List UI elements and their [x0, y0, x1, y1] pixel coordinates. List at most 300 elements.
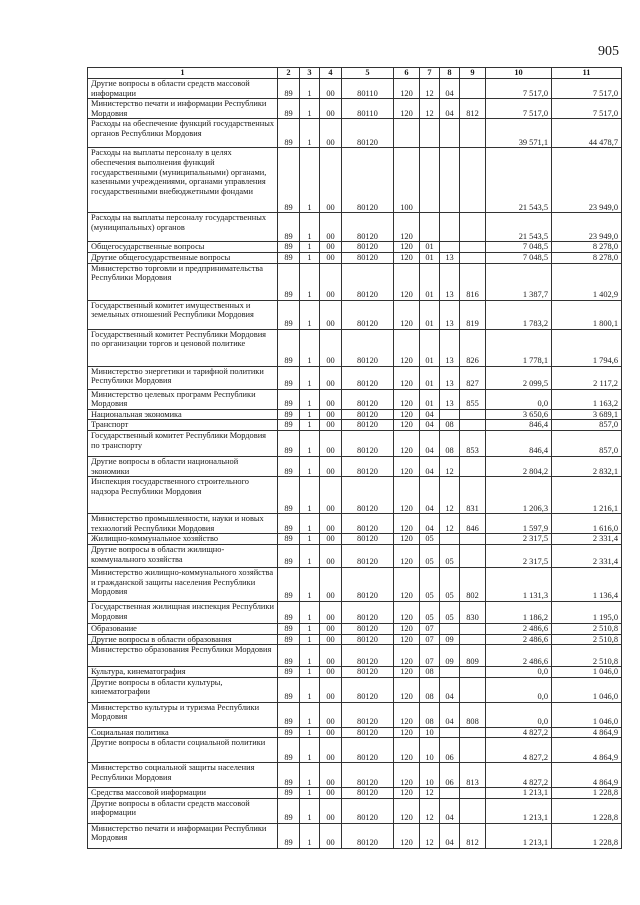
- cell-col-6: 120: [394, 601, 420, 623]
- cell-col-5: 80120: [342, 366, 394, 389]
- cell-col-3: 1: [300, 252, 320, 263]
- table-row: [88, 738, 622, 763]
- cell-col-8: [440, 667, 460, 678]
- cell-name: Другие вопросы в области культуры, кинематографии: [88, 677, 278, 702]
- cell-col-6: 120: [394, 544, 420, 567]
- cell-name: Общегосударственные вопросы: [88, 242, 278, 253]
- table-row: [88, 79, 622, 99]
- cell-col-6: 120: [394, 99, 420, 119]
- cell-col-9: 831: [460, 477, 486, 514]
- cell-col-7: 04: [420, 420, 440, 431]
- cell-col-3: 1: [300, 430, 320, 456]
- cell-name: Расходы на обеспечение функций государственных органов Республики Мордовия: [88, 119, 278, 148]
- cell-amount-2014: 21 543,5: [486, 213, 552, 242]
- cell-name: Средства массовой информации: [88, 788, 278, 799]
- header-row: [88, 68, 622, 79]
- table-row: [88, 99, 622, 119]
- table-row: [88, 763, 622, 788]
- cell-col-6: 120: [394, 634, 420, 645]
- table-row: [88, 119, 622, 148]
- cell-col-9: [460, 677, 486, 702]
- cell-amount-2015: 8 278,0: [552, 242, 622, 253]
- cell-col-7: 08: [420, 702, 440, 727]
- header-col-9: 9: [460, 68, 486, 79]
- cell-col-6: 120: [394, 389, 420, 409]
- cell-col-3: 1: [300, 534, 320, 545]
- cell-col-3: 1: [300, 366, 320, 389]
- cell-amount-2014: 1 131,3: [486, 567, 552, 601]
- cell-col-8: [440, 409, 460, 420]
- cell-col-7: 01: [420, 263, 440, 300]
- cell-col-4: 00: [320, 702, 342, 727]
- table-row: [88, 667, 622, 678]
- cell-col-9: 853: [460, 430, 486, 456]
- cell-col-5: 80120: [342, 738, 394, 763]
- cell-col-6: 120: [394, 623, 420, 634]
- cell-col-9: [460, 420, 486, 431]
- cell-col-2: 89: [278, 252, 300, 263]
- cell-col-8: 12: [440, 456, 460, 476]
- cell-col-2: 89: [278, 544, 300, 567]
- cell-col-6: 120: [394, 213, 420, 242]
- cell-col-3: 1: [300, 79, 320, 99]
- cell-col-7: 01: [420, 389, 440, 409]
- cell-col-2: 89: [278, 456, 300, 476]
- cell-amount-2014: 4 827,2: [486, 763, 552, 788]
- cell-col-2: 89: [278, 788, 300, 799]
- cell-col-6: 120: [394, 456, 420, 476]
- cell-col-4: 00: [320, 738, 342, 763]
- cell-col-9: [460, 623, 486, 634]
- cell-col-6: 120: [394, 667, 420, 678]
- cell-col-5: 80120: [342, 389, 394, 409]
- cell-col-7: 05: [420, 544, 440, 567]
- cell-col-9: [460, 634, 486, 645]
- header-col-10: 10: [486, 68, 552, 79]
- cell-col-2: 89: [278, 534, 300, 545]
- cell-col-3: 1: [300, 823, 320, 848]
- table-row: [88, 544, 622, 567]
- cell-col-6: 120: [394, 514, 420, 534]
- table-row: [88, 420, 622, 431]
- cell-col-5: 80120: [342, 119, 394, 148]
- cell-col-5: 80120: [342, 702, 394, 727]
- cell-col-2: 89: [278, 823, 300, 848]
- cell-col-4: 00: [320, 300, 342, 329]
- cell-col-7: 05: [420, 567, 440, 601]
- cell-amount-2015: 1 163,2: [552, 389, 622, 409]
- cell-col-5: 80120: [342, 645, 394, 667]
- cell-amount-2015: 857,0: [552, 430, 622, 456]
- table-row: [88, 329, 622, 366]
- cell-amount-2015: 1 794,6: [552, 329, 622, 366]
- cell-col-9: 830: [460, 601, 486, 623]
- cell-col-2: 89: [278, 798, 300, 823]
- table-row: [88, 798, 622, 823]
- cell-col-6: 120: [394, 252, 420, 263]
- cell-col-3: 1: [300, 263, 320, 300]
- cell-col-9: 808: [460, 702, 486, 727]
- cell-col-3: 1: [300, 409, 320, 420]
- cell-col-7: 01: [420, 300, 440, 329]
- cell-name: Расходы на выплаты персоналу в целях обеспечения выполнения функций государственными (муниципальными) органами, казенными учреждениями, органами управления государственными внебюджетными фондами: [88, 148, 278, 213]
- cell-col-7: 01: [420, 366, 440, 389]
- cell-amount-2014: 2 317,5: [486, 534, 552, 545]
- cell-col-7: 12: [420, 788, 440, 799]
- cell-col-3: 1: [300, 738, 320, 763]
- table-row: [88, 534, 622, 545]
- cell-col-4: 00: [320, 430, 342, 456]
- cell-name: Другие вопросы в области образования: [88, 634, 278, 645]
- cell-amount-2014: 21 543,5: [486, 148, 552, 213]
- cell-col-8: [440, 242, 460, 253]
- cell-name: Министерство культуры и туризма Республики Мордовия: [88, 702, 278, 727]
- cell-col-9: 813: [460, 763, 486, 788]
- cell-col-9: [460, 252, 486, 263]
- cell-col-6: 120: [394, 677, 420, 702]
- cell-col-9: [460, 534, 486, 545]
- cell-name: Министерство целевых программ Республики Мордовия: [88, 389, 278, 409]
- cell-col-8: 13: [440, 366, 460, 389]
- cell-col-5: 80120: [342, 788, 394, 799]
- budget-table: [87, 67, 622, 849]
- cell-amount-2014: 7 048,5: [486, 252, 552, 263]
- cell-col-5: 80120: [342, 567, 394, 601]
- cell-name: Министерство печати и информации Республики Мордовия: [88, 99, 278, 119]
- cell-col-5: 80120: [342, 456, 394, 476]
- cell-col-8: [440, 213, 460, 242]
- cell-col-7: 12: [420, 823, 440, 848]
- cell-col-3: 1: [300, 763, 320, 788]
- cell-col-5: 80120: [342, 148, 394, 213]
- cell-col-6: 120: [394, 79, 420, 99]
- cell-amount-2014: 1 213,1: [486, 823, 552, 848]
- cell-col-5: 80120: [342, 534, 394, 545]
- cell-name: Другие вопросы в области средств массовой информации: [88, 79, 278, 99]
- cell-col-4: 00: [320, 823, 342, 848]
- table-row: [88, 242, 622, 253]
- cell-amount-2015: 1 616,0: [552, 514, 622, 534]
- cell-col-5: 80120: [342, 634, 394, 645]
- cell-col-9: [460, 544, 486, 567]
- cell-col-9: 809: [460, 645, 486, 667]
- cell-col-9: [460, 738, 486, 763]
- cell-col-3: 1: [300, 514, 320, 534]
- table-header: [88, 68, 622, 79]
- cell-col-9: 816: [460, 263, 486, 300]
- cell-col-2: 89: [278, 242, 300, 253]
- cell-amount-2014: 0,0: [486, 667, 552, 678]
- table-row: [88, 567, 622, 601]
- cell-name: Министерство энергетики и тарифной политики Республики Мордовия: [88, 366, 278, 389]
- table-row: [88, 252, 622, 263]
- cell-col-3: 1: [300, 99, 320, 119]
- cell-col-6: 120: [394, 409, 420, 420]
- cell-amount-2014: 1 597,9: [486, 514, 552, 534]
- cell-col-7: 04: [420, 477, 440, 514]
- cell-col-9: [460, 798, 486, 823]
- header-col-2: 2: [278, 68, 300, 79]
- cell-col-9: [460, 727, 486, 738]
- table-row: [88, 456, 622, 476]
- cell-col-5: 80120: [342, 420, 394, 431]
- cell-col-4: 00: [320, 788, 342, 799]
- cell-name: Государственная жилищная инспекция Республики Мордовия: [88, 601, 278, 623]
- cell-col-3: 1: [300, 242, 320, 253]
- cell-col-6: [394, 119, 420, 148]
- cell-name: Государственный комитет Республики Мордовия по транспорту: [88, 430, 278, 456]
- cell-col-9: 812: [460, 823, 486, 848]
- cell-amount-2015: 8 278,0: [552, 252, 622, 263]
- cell-name: Государственный комитет имущественных и земельных отношений Республики Мордовия: [88, 300, 278, 329]
- cell-name: Национальная экономика: [88, 409, 278, 420]
- cell-col-7: 04: [420, 456, 440, 476]
- table-row: [88, 300, 622, 329]
- cell-col-2: 89: [278, 477, 300, 514]
- cell-name: Другие общегосударственные вопросы: [88, 252, 278, 263]
- cell-col-4: 00: [320, 544, 342, 567]
- cell-col-5: 80120: [342, 798, 394, 823]
- cell-col-2: 89: [278, 763, 300, 788]
- cell-col-6: 120: [394, 477, 420, 514]
- cell-col-2: 89: [278, 79, 300, 99]
- cell-col-4: 00: [320, 514, 342, 534]
- table-row: [88, 514, 622, 534]
- cell-amount-2015: 3 689,1: [552, 409, 622, 420]
- table-row: [88, 148, 622, 213]
- cell-col-2: 89: [278, 329, 300, 366]
- cell-col-2: 89: [278, 702, 300, 727]
- table-row: [88, 634, 622, 645]
- cell-col-2: 89: [278, 389, 300, 409]
- cell-col-5: 80120: [342, 601, 394, 623]
- cell-amount-2015: 1 046,0: [552, 677, 622, 702]
- cell-col-4: 00: [320, 263, 342, 300]
- cell-col-5: 80120: [342, 300, 394, 329]
- cell-col-4: 00: [320, 634, 342, 645]
- cell-col-4: 00: [320, 798, 342, 823]
- cell-col-9: [460, 456, 486, 476]
- cell-col-3: 1: [300, 788, 320, 799]
- cell-amount-2014: 4 827,2: [486, 727, 552, 738]
- cell-col-3: 1: [300, 702, 320, 727]
- cell-col-4: 00: [320, 366, 342, 389]
- cell-name: Министерство печати и информации Республики Мордовия: [88, 823, 278, 848]
- cell-col-8: 12: [440, 514, 460, 534]
- cell-amount-2014: 3 650,6: [486, 409, 552, 420]
- cell-col-3: 1: [300, 389, 320, 409]
- cell-col-2: 89: [278, 623, 300, 634]
- cell-col-8: 05: [440, 544, 460, 567]
- cell-col-4: 00: [320, 645, 342, 667]
- cell-col-4: 00: [320, 409, 342, 420]
- cell-amount-2014: 846,4: [486, 430, 552, 456]
- header-col-1: 1: [88, 68, 278, 79]
- table-row: [88, 430, 622, 456]
- cell-col-7: [420, 148, 440, 213]
- cell-col-6: 120: [394, 798, 420, 823]
- cell-col-7: 08: [420, 677, 440, 702]
- cell-amount-2015: 23 949,0: [552, 213, 622, 242]
- cell-name: Образование: [88, 623, 278, 634]
- cell-col-8: 04: [440, 79, 460, 99]
- cell-col-8: 04: [440, 677, 460, 702]
- cell-amount-2014: 846,4: [486, 420, 552, 431]
- cell-col-2: 89: [278, 263, 300, 300]
- cell-col-8: 08: [440, 420, 460, 431]
- cell-col-8: 13: [440, 300, 460, 329]
- cell-col-7: 12: [420, 99, 440, 119]
- cell-col-9: 819: [460, 300, 486, 329]
- cell-col-9: 802: [460, 567, 486, 601]
- table-row: [88, 409, 622, 420]
- cell-col-3: 1: [300, 601, 320, 623]
- cell-amount-2015: 7 517,0: [552, 79, 622, 99]
- cell-col-4: 00: [320, 389, 342, 409]
- cell-amount-2014: 1 213,1: [486, 788, 552, 799]
- header-col-4: 4: [320, 68, 342, 79]
- cell-amount-2015: 4 864,9: [552, 738, 622, 763]
- cell-col-4: 00: [320, 79, 342, 99]
- cell-col-5: 80120: [342, 409, 394, 420]
- cell-col-3: 1: [300, 300, 320, 329]
- cell-col-9: [460, 667, 486, 678]
- cell-col-6: 120: [394, 534, 420, 545]
- cell-col-7: 07: [420, 634, 440, 645]
- cell-col-5: 80120: [342, 329, 394, 366]
- cell-col-6: 120: [394, 702, 420, 727]
- cell-col-3: 1: [300, 420, 320, 431]
- cell-col-2: 89: [278, 99, 300, 119]
- table-row: [88, 263, 622, 300]
- cell-col-8: 04: [440, 99, 460, 119]
- cell-col-7: 05: [420, 534, 440, 545]
- cell-col-5: 80120: [342, 763, 394, 788]
- cell-name: Культура, кинематография: [88, 667, 278, 678]
- cell-col-4: 00: [320, 567, 342, 601]
- cell-col-7: 10: [420, 738, 440, 763]
- cell-name: Расходы на выплаты персоналу государственных (муниципальных) органов: [88, 213, 278, 242]
- cell-col-6: 120: [394, 823, 420, 848]
- cell-col-8: 05: [440, 567, 460, 601]
- cell-col-4: 00: [320, 420, 342, 431]
- cell-amount-2014: 1 778,1: [486, 329, 552, 366]
- table-row: [88, 677, 622, 702]
- cell-col-4: 00: [320, 623, 342, 634]
- cell-col-8: 05: [440, 601, 460, 623]
- cell-amount-2014: 2 804,2: [486, 456, 552, 476]
- cell-amount-2014: 2 486,6: [486, 645, 552, 667]
- cell-col-4: 00: [320, 329, 342, 366]
- cell-col-6: 120: [394, 366, 420, 389]
- cell-col-4: 00: [320, 148, 342, 213]
- cell-col-7: 04: [420, 430, 440, 456]
- cell-col-2: 89: [278, 409, 300, 420]
- cell-col-4: 00: [320, 242, 342, 253]
- cell-col-2: 89: [278, 727, 300, 738]
- cell-col-5: 80120: [342, 477, 394, 514]
- header-col-8: 8: [440, 68, 460, 79]
- cell-name: Министерство торговли и предпринимательства Республики Мордовия: [88, 263, 278, 300]
- cell-col-9: 855: [460, 389, 486, 409]
- cell-col-9: [460, 148, 486, 213]
- cell-col-6: 120: [394, 242, 420, 253]
- header-col-3: 3: [300, 68, 320, 79]
- cell-name: Другие вопросы в области социальной политики: [88, 738, 278, 763]
- cell-col-3: 1: [300, 119, 320, 148]
- table-row: [88, 601, 622, 623]
- header-col-7: 7: [420, 68, 440, 79]
- cell-col-8: [440, 623, 460, 634]
- cell-col-5: 80120: [342, 727, 394, 738]
- cell-col-2: 89: [278, 567, 300, 601]
- cell-col-2: 89: [278, 366, 300, 389]
- cell-name: Другие вопросы в области жилищно-коммунального хозяйства: [88, 544, 278, 567]
- cell-amount-2015: 2 510,8: [552, 645, 622, 667]
- cell-col-2: 89: [278, 634, 300, 645]
- cell-col-5: 80120: [342, 252, 394, 263]
- cell-col-2: 89: [278, 300, 300, 329]
- cell-col-2: 89: [278, 213, 300, 242]
- cell-name: Социальная политика: [88, 727, 278, 738]
- cell-col-5: 80120: [342, 667, 394, 678]
- cell-col-8: [440, 788, 460, 799]
- cell-col-8: 04: [440, 702, 460, 727]
- cell-amount-2015: 2 832,1: [552, 456, 622, 476]
- table-row: [88, 702, 622, 727]
- cell-col-6: 120: [394, 329, 420, 366]
- cell-col-8: [440, 148, 460, 213]
- cell-amount-2014: 39 571,1: [486, 119, 552, 148]
- cell-amount-2014: 2 486,6: [486, 634, 552, 645]
- cell-col-4: 00: [320, 477, 342, 514]
- cell-col-8: 04: [440, 823, 460, 848]
- table-row: [88, 823, 622, 848]
- cell-col-5: 80120: [342, 514, 394, 534]
- cell-name: Министерство образования Республики Мордовия: [88, 645, 278, 667]
- cell-col-9: [460, 788, 486, 799]
- cell-col-4: 00: [320, 252, 342, 263]
- cell-name: Государственный комитет Республики Мордовия по организации торгов и ценовой политике: [88, 329, 278, 366]
- cell-col-4: 00: [320, 601, 342, 623]
- cell-col-5: 80120: [342, 677, 394, 702]
- cell-amount-2014: 0,0: [486, 389, 552, 409]
- cell-col-7: 07: [420, 645, 440, 667]
- page-number: 905: [598, 44, 619, 59]
- cell-col-7: [420, 119, 440, 148]
- cell-amount-2015: 1 046,0: [552, 702, 622, 727]
- cell-amount-2015: 2 510,8: [552, 634, 622, 645]
- cell-col-2: 89: [278, 738, 300, 763]
- cell-amount-2015: 23 949,0: [552, 148, 622, 213]
- cell-amount-2015: 1 228,8: [552, 823, 622, 848]
- cell-col-9: 812: [460, 99, 486, 119]
- cell-col-7: 12: [420, 798, 440, 823]
- cell-col-5: 80110: [342, 99, 394, 119]
- cell-amount-2015: 1 228,8: [552, 788, 622, 799]
- cell-col-2: 89: [278, 645, 300, 667]
- table-row: [88, 623, 622, 634]
- cell-amount-2015: 4 864,9: [552, 763, 622, 788]
- cell-col-5: 80120: [342, 430, 394, 456]
- cell-col-2: 89: [278, 119, 300, 148]
- cell-amount-2014: 0,0: [486, 677, 552, 702]
- cell-col-3: 1: [300, 567, 320, 601]
- cell-col-3: 1: [300, 148, 320, 213]
- table-row: [88, 389, 622, 409]
- cell-amount-2015: 4 864,9: [552, 727, 622, 738]
- cell-name: Жилищно-коммунальное хозяйство: [88, 534, 278, 545]
